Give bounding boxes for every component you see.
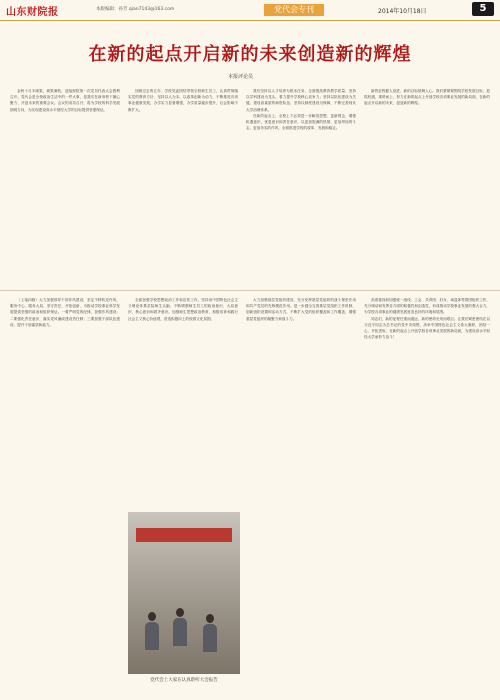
text-column-3 [246,88,356,278]
paragraph: 同志们，新的征程任重而道远，新的使命光荣而艰巨。让我们紧密团结在以习近平同志为总书记的党中央周围，高举中国特色社会主义伟大旗帜，团结一心，开拓进取，在新的起点上开创学校各项事业发展的新局面，为建设高水平财经大学而努力奋斗！ [364,316,490,340]
editor-credit: 本版编辑：孙芳 qian7143@163.com [96,7,175,12]
page-header [0,0,500,21]
lower-column-4 [364,297,490,692]
article-title: 在新的起点开启新的未来创造新的辉煌 [88,44,412,65]
paragraph: 全面加强学校思想政治工作和宣传工作。坚持用中国特色社会主义理论体系武装师生头脑，不断增强师生员工的政治意识、大局意识、核心意识和看齐意识。加强师生思想政治教育，积极培育和践行社会主义核心价值观，营造积极向上的校园文化氛围。 [128,298,238,321]
text-column-2 [128,88,238,278]
paragraph: 我们坚持以人才培养为根本任务，全面提高教育教学质量；坚持以学科建设为龙头，着力提升学校核心竞争力；坚持以队伍建设为关键，建设高素质的师资队伍；坚持以制度建设为保障，不断完善现代大学治理体系。 [246,89,356,112]
lower-column-2 [128,297,238,507]
paragraph: 新的征程催人奋进，新的目标鼓舞人心。我们要紧紧围绕学校发展目标，抢抓机遇，乘势而上，努力在新的起点上开创学校各项事业发展的新局面，在新的起点开启新的未来，创造新的辉煌。 [364,89,490,106]
text-column-1 [10,88,120,278]
audience-figure [176,608,184,617]
newspaper-masthead: 山东财院报 [6,7,59,18]
page-number: 5 [472,2,494,16]
audience-figure [203,624,217,652]
audience-figure [173,618,187,646]
meeting-photo [128,512,240,674]
audience-figure [148,612,156,621]
audience-figure [145,622,159,650]
paragraph: 金秋十月丰硕果，硕果满枝，迎接财院第一次党员代表大会胜利召开。党代会是全校政治生活中的一件大事，是我们在新形势下凝心聚力、开创未来的重要会议。会议的成功召开，将为学校的科学发展指明方向，为实现建设高水平财经大学的目标提供坚强保证。 [10,89,120,112]
lower-column-1 [10,297,120,692]
photo-caption: 党代会上大家在认真聆听大会报告 [150,678,218,683]
section-divider [0,290,500,291]
paragraph: （上接四版）大力加强领导干部作风建设，坚定不移转变作风，服务中心，服务大局，坚守责任，开拓创新，为推动学校事业科学发展提供坚强的政治和组织保证。一要严明党的纪律，加强作风建设；二要强化责任意识，落实党风廉政建设责任制；三要加强干部队伍建设，提升干部素质和能力。 [10,298,120,327]
audience-figure [206,614,214,623]
issue-date: 2014年10月18日 [378,8,427,15]
paragraph: 高度重视和加强统一战线、工会、共青团、妇女、离退休等群团组织工作，充分调动和发挥各方面的积极性和创造性，形成推动学校事业发展的强大合力，为学校各项事业的健康发展营造良好的环境和氛围。 [364,298,490,315]
paragraph: 在新的起点上，全校上下必须进一步解放思想、更新观念，增强机遇意识、忧患意识和责任意识，以更加饱满的热情、更加昂扬的斗志、更加务实的作风，全面推进学校的改革、发展和稳定。 [246,113,356,131]
stage-banner [136,528,232,542]
text-column-4 [364,88,490,278]
lower-column-3 [246,297,356,692]
section-tag: 党代会专刊 [264,4,324,16]
article-byline: 本报评论员 [228,74,254,80]
paragraph: 大力加强基层党组织建设，充分发挥基层党组织的战斗堡垒作用和共产党员的先锋模范作用。进一步健全完善基层党组织工作机制，创新组织设置和活动方式，不断扩大党的组织覆盖和工作覆盖，增强基层党组织的凝聚力和战斗力。 [246,298,356,321]
paragraph: 回顾过去的五年，学校党委团结带领全校师生员工，认真贯彻落实党的教育方针，坚持以人为本，以改革创新为动力，不断推进各项事业健康发展，办学实力显著增强，办学质量稳步提升，社会影响不断扩大。 [128,89,238,112]
